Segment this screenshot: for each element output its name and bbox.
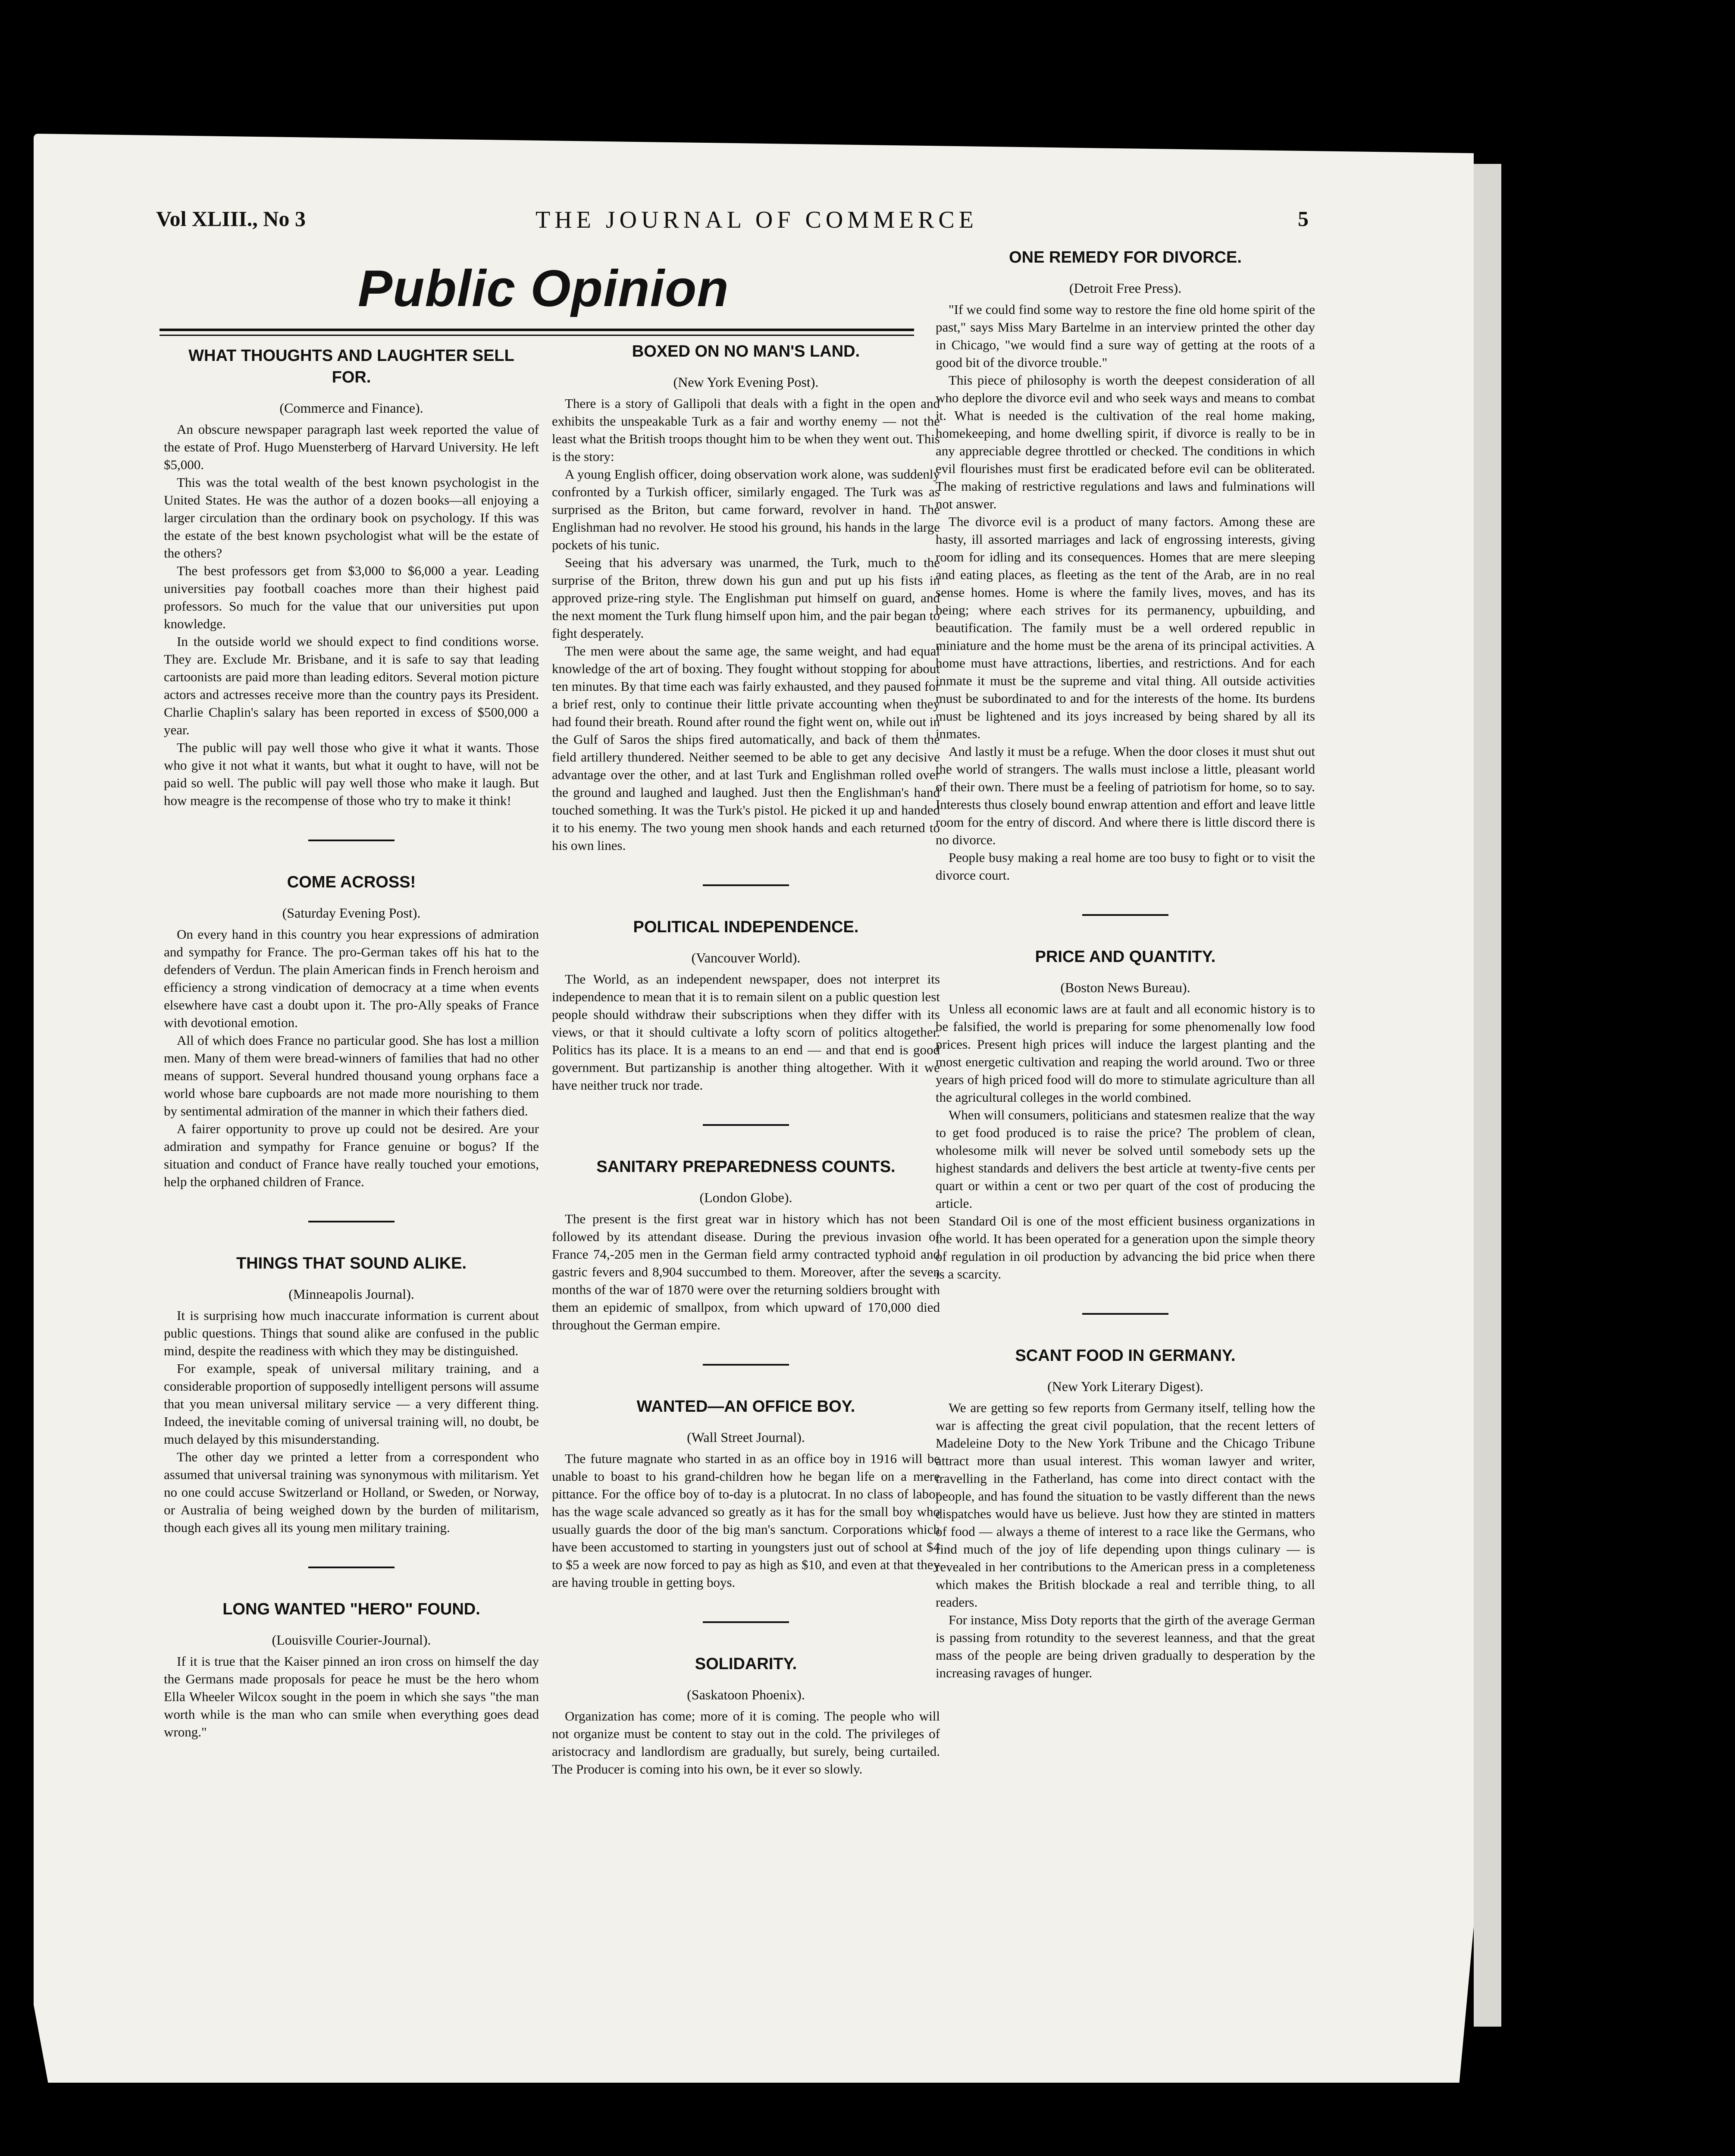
article-office-boy <box>552 1396 940 1591</box>
article-title: SANITARY PREPAREDNESS COUNTS. <box>596 1158 896 1176</box>
article-title: WHAT THOUGHTS AND LAUGHTER SELL FOR. <box>188 347 514 386</box>
separator-rule <box>1082 914 1168 916</box>
paragraph: When will consumers, politicians and statesmen realize that the way to get food produced is to raise the price? The problem of clean, wholesome milk will never be solved until somebody sets up the highest standards and delivers the best article at twenty-five cents per quart or within a cent or two per quart of the cost of producing the article. <box>936 1107 1315 1211</box>
separator-rule <box>703 1124 789 1126</box>
article-divorce <box>936 247 1315 884</box>
paragraph: "If we could find some way to restore the fine old home spirit of the past," says Miss Mary Bartelme in an interview printed the other day in Chicago, "we would find a sure way of getting at the roots of a good bit of the divorce trouble." <box>936 302 1315 370</box>
paragraph: The divorce evil is a product of many factors. Among these are hasty, ill assorted marriages and lack of engrossing interests, giving room for idling and its consequences. Homes that are mere sleeping and eating places, as fleeting as the tent of the Arab, are in no real sense homes. Home is where the family lives, moves, and has its being; where each strives for its permanency, upbuilding, and beautification. The family must be a well ordered republic in miniature and the home must be the arena of its principal activities. A home must have attractions, liberties, and restrictions. And for each inmate it must be the supreme and vital thing. All outside activities must be subordinated to and for the interests of the home. Its burdens must be lightened and its joys increased by being shared by all its inmates. <box>936 514 1315 741</box>
paragraph: The present is the first great war in history which has not been followed by its attendant disease. During the previous invasion of France 74,-205 men in the German field army contracted typhoid and gastric fevers and 8,904 succumbed to them. Moreover, after the seven months of the war of 1870 were over the returning soldiers brought with them an epidemic of smallpox, from which upward of 170,000 died throughout the German empire. <box>552 1211 940 1332</box>
article-thoughts <box>164 345 539 809</box>
paragraph: This piece of philosophy is worth the deepest consideration of all who deplore the divorce evil and who seek ways and means to combat it. What is needed is the cultivation of the real home making, homekeeping, and home dwelling spirit, if divorce is really to be in any appreciable degree throttled or checked. The conditions in which evil flourishes must first be eradicated before evil can be obliterated. The making of restrictive regulations and laws and fulminations will not answer. <box>936 373 1315 511</box>
article-solidarity <box>552 1653 940 1778</box>
article-come-across <box>164 871 539 1191</box>
paragraph: The best professors get from $3,000 to $6,000 a year. Leading universities pay football coaches more than their highest paid professors. So much for the value that our universities put upon knowledge. <box>164 563 539 631</box>
article-source: (Minneapolis Journal). <box>288 1286 414 1302</box>
article-source: (Saturday Evening Post). <box>282 905 421 921</box>
paragraph: The future magnate who started in as an office boy in 1916 will be unable to boast to his grand-children how he began life on a mere pittance. For the office boy of to-day is a plutocrat. In no class of labor has the wage scale advanced so greatly as it has for the small boy who usually guards the door of the big man's sanctum. Corporations which have been accustomed to starting in youngsters just out of school at $4 to $5 a week are now forced to pay as high as $10, and even at that they are having trouble in getting boys. <box>552 1451 940 1590</box>
column-2 <box>552 341 940 1808</box>
article-title: SOLIDARITY. <box>695 1655 797 1673</box>
paragraph: For example, speak of universal military training, and a considerable proportion of supposedly intelligent persons will assume that you mean universal military service — a very different thing. Indeed, the inevitable coming of universal training will, no doubt, be much delayed by this misunderstanding. <box>164 1361 539 1447</box>
page-number: 5 <box>1298 207 1309 231</box>
paragraph: We are getting so few reports from Germany itself, telling how the war is affecting the great civil population, that the recent letters of Madeleine Doty to the New York Tribune and the Chicago Tribune attract more than usual interest. This woman lawyer and writer, travelling in the Fatherland, has come into direct contact with the people, and has found the situation to be vastly different than the news dispatches would have us believe. Just how they are stinted in matters of food — always a theme of interest to a race like the Germans, who find much of the joy of life depending upon things culinary — is revealed in her contributions to the American press in a completeness which makes the British blockade a real and terrible thing, to all readers. <box>936 1400 1315 1610</box>
paragraph: The World, as an independent newspaper, does not interpret its independence to mean that it is to remain silent on a public question lest people should withdraw their subscriptions when they differ with its views, or that it should cultivate a lofty scorn of politics altogether. Politics has its place. It is a means to an end — and that end is good government. But partizanship is another thing altogether. With it we have neither truck nor trade. <box>552 971 940 1093</box>
paragraph: It is surprising how much inaccurate information is current about public questions. Things that sound alike are confused in the public mind, despite the readiness with which they may be distinguished. <box>164 1308 539 1358</box>
article-title: COME ACROSS! <box>287 873 416 891</box>
article-sound-alike <box>164 1253 539 1536</box>
article-title: LONG WANTED "HERO" FOUND. <box>222 1600 480 1618</box>
journal-name: THE JOURNAL OF COMMERCE <box>536 207 978 233</box>
paragraph: On every hand in this country you hear expressions of admiration and sympathy for France. The pro-German takes off his hat to the defenders of Verdun. The plain American finds in French heroism and efficiency a strong vindication of democracy at a time when events elsewhere have cast a doubt upon it. The pro-Ally speaks of France with devotional emotion. <box>164 927 539 1030</box>
article-title: ONE REMEDY FOR DIVORCE. <box>1009 248 1242 266</box>
article-price <box>936 946 1315 1283</box>
article-source: (Commerce and Finance). <box>279 400 423 416</box>
article-title: POLITICAL INDEPENDENCE. <box>633 918 859 936</box>
article-title: THINGS THAT SOUND ALIKE. <box>236 1254 467 1272</box>
separator-rule <box>703 884 789 886</box>
paragraph: The men were about the same age, the same weight, and had equal knowledge of the art of boxing. They fought without stopping for about ten minutes. By that time each was fairly exhausted, and they paused for a brief rest, only to continue their little private accounting when they had found their breath. Round after round the fight went on, while out in the Gulf of Saros the ships fired automatically, and back of them the field artillery thundered. Neither seemed to be able to get any decisive advantage over the other, and at last Turk and Englishman rolled over the ground and laughed and laughed. Just then the Englishman's hand touched something. It was the Turk's pistol. He picked it up and handed it to his enemy. The two young men shook hands and each returned to his own lines. <box>552 643 940 853</box>
paragraph: If it is true that the Kaiser pinned an iron cross on himself the day the Germans made proposals for peace he must be the hero whom Ella Wheeler Wilcox sought in the poem in which she says "the man worth while is the man who can smile when everything goes dead wrong." <box>164 1654 539 1739</box>
article-sanitary <box>552 1156 940 1334</box>
column-1 <box>164 345 539 1771</box>
separator-rule <box>308 1221 395 1222</box>
paragraph: A fairer opportunity to prove up could not be desired. Are your admiration and sympathy for France genuine or bogus? If the situation and conduct of France have really touched your emotions, help the orphaned children of France. <box>164 1121 539 1189</box>
article-source: (New York Literary Digest). <box>1047 1379 1203 1394</box>
separator-rule <box>308 840 395 841</box>
article-title: WANTED—AN OFFICE BOY. <box>636 1398 855 1416</box>
paragraph: The other day we printed a letter from a correspondent who assumed that universal training was synonymous with militarism. Yet no one could accuse Switzerland or Holland, or Sweden, or Norway, or Australia of being weighed down by the burden of militarism, though each gives all its young men military training. <box>164 1449 539 1535</box>
separator-rule <box>308 1567 395 1568</box>
paragraph: Unless all economic laws are at fault and all economic history is to be falsified, the world is preparing for some phenomenally low food prices. Present high prices will induce the largest planting and the most energetic cultivation and reaping the world around. Two or three years of high priced food will do more to stimulate agriculture than all the agricultural colleges in the world combined. <box>936 1001 1315 1105</box>
title-rule-bottom <box>160 335 914 336</box>
article-title: SCANT FOOD IN GERMANY. <box>1015 1347 1236 1365</box>
volume-number: Vol XLIII., No 3 <box>156 207 306 231</box>
section-title: Public Opinion <box>358 260 729 317</box>
paragraph: Standard Oil is one of the most efficient business organizations in the world. It has been operated for a generation upon the simple theory of regulation in oil production by advancing the bid price when there is a scarcity. <box>936 1213 1315 1282</box>
article-hero <box>164 1598 539 1741</box>
article-source: (Saskatoon Phoenix). <box>687 1687 805 1702</box>
article-source: (Louisville Courier-Journal). <box>272 1632 431 1648</box>
paragraph: A young English officer, doing observation work alone, was suddenly confronted by a Turkish officer, similarly engaged. The Turk was as surprised as the Briton, but came forward, revolver in hand. The Englishman had no revolver. He stood his ground, his hands in the large pockets of his tunic. <box>552 467 940 552</box>
article-title: BOXED ON NO MAN'S LAND. <box>632 342 860 360</box>
paragraph: In the outside world we should expect to find conditions worse. They are. Exclude Mr. Brisbane, and it is safe to say that leading cartoonists are paid more than leading editors. Several motion picture actors and actresses receive more than the country pays its President. Charlie Chaplin's salary has been reported in excess of $500,000 a year. <box>164 634 539 737</box>
facing-page-edge <box>1474 164 1501 2027</box>
article-source: (Boston News Bureau). <box>1060 980 1190 995</box>
paragraph: An obscure newspaper paragraph last week reported the value of the estate of Prof. Hugo Muensterberg of Harvard University. He left $5,000. <box>164 422 539 472</box>
article-source: (New York Evening Post). <box>673 374 819 390</box>
separator-rule <box>703 1364 789 1366</box>
article-source: (Vancouver World). <box>691 950 801 965</box>
separator-rule <box>703 1621 789 1623</box>
paragraph: Organization has come; more of it is coming. The people who will not organize must be content to stay out in the cold. The privileges of aristocracy and landlordism are gradually, but surely, being curtailed. The Producer is coming into his own, be it ever so slowly. <box>552 1708 940 1777</box>
paragraph: There is a story of Gallipoli that deals with a fight in the open and exhibits the unspeakable Turk as a fair and worthy enemy — not the least what the British troops thought him to be when they went out. This is the story: <box>552 396 940 464</box>
separator-rule <box>1082 1313 1168 1315</box>
paragraph: People busy making a real home are too busy to fight or to visit the divorce court. <box>936 850 1315 883</box>
article-source: (London Globe). <box>699 1190 792 1205</box>
column-3 <box>936 247 1315 1712</box>
article-source: (Detroit Free Press). <box>1069 280 1182 296</box>
article-scant-food <box>936 1345 1315 1682</box>
paragraph: The public will pay well those who give it what it wants. Those who give it not what it wants, but what it ought to have, will not be paid so well. The public will pay well those who make it laugh. But how meagre is the recompense of those who try to make it think! <box>164 740 539 808</box>
title-rule-top <box>160 329 914 331</box>
paragraph: Seeing that his adversary was unarmed, the Turk, much to the surprise of the Briton, threw down his gun and put up his fists in approved prize-ring style. The Englishman put himself on guard, and the next moment the Turk flung himself upon him, and the pair began to fight desperately. <box>552 555 940 641</box>
paragraph: For instance, Miss Doty reports that the girth of the average German is passing from rotundity to the severest leanness, and that the great mass of the people are being driven gradually to desperation by the increasing ravages of hunger. <box>936 1612 1315 1680</box>
article-title: PRICE AND QUANTITY. <box>1035 948 1216 966</box>
paragraph: And lastly it must be a refuge. When the door closes it must shut out the world of strangers. The walls must inclose a little, pleasant world of their own. There must be a feeling of patriotism for home, so to say. Interests thus closely bound enwrap attention and effort and leave little room for the entry of discord. And where there is little discord there is no divorce. <box>936 744 1315 847</box>
article-source: (Wall Street Journal). <box>687 1429 805 1445</box>
article-political <box>552 916 940 1094</box>
paragraph: All of which does France no particular good. She has lost a million men. Many of them were bread-winners of families that had no other means of support. Several hundred thousand young orphans face a world whose bare cupboards are not made more nourishing to them by sentimental admiration of the manner in which their fathers died. <box>164 1033 539 1119</box>
article-boxed <box>552 341 940 854</box>
paragraph: This was the total wealth of the best known psychologist in the United States. He was the author of a dozen books—all enjoying a larger circulation than the ordinary book on psychology. If this was the estate of the best known psychologist what will be the estate of the others? <box>164 475 539 561</box>
